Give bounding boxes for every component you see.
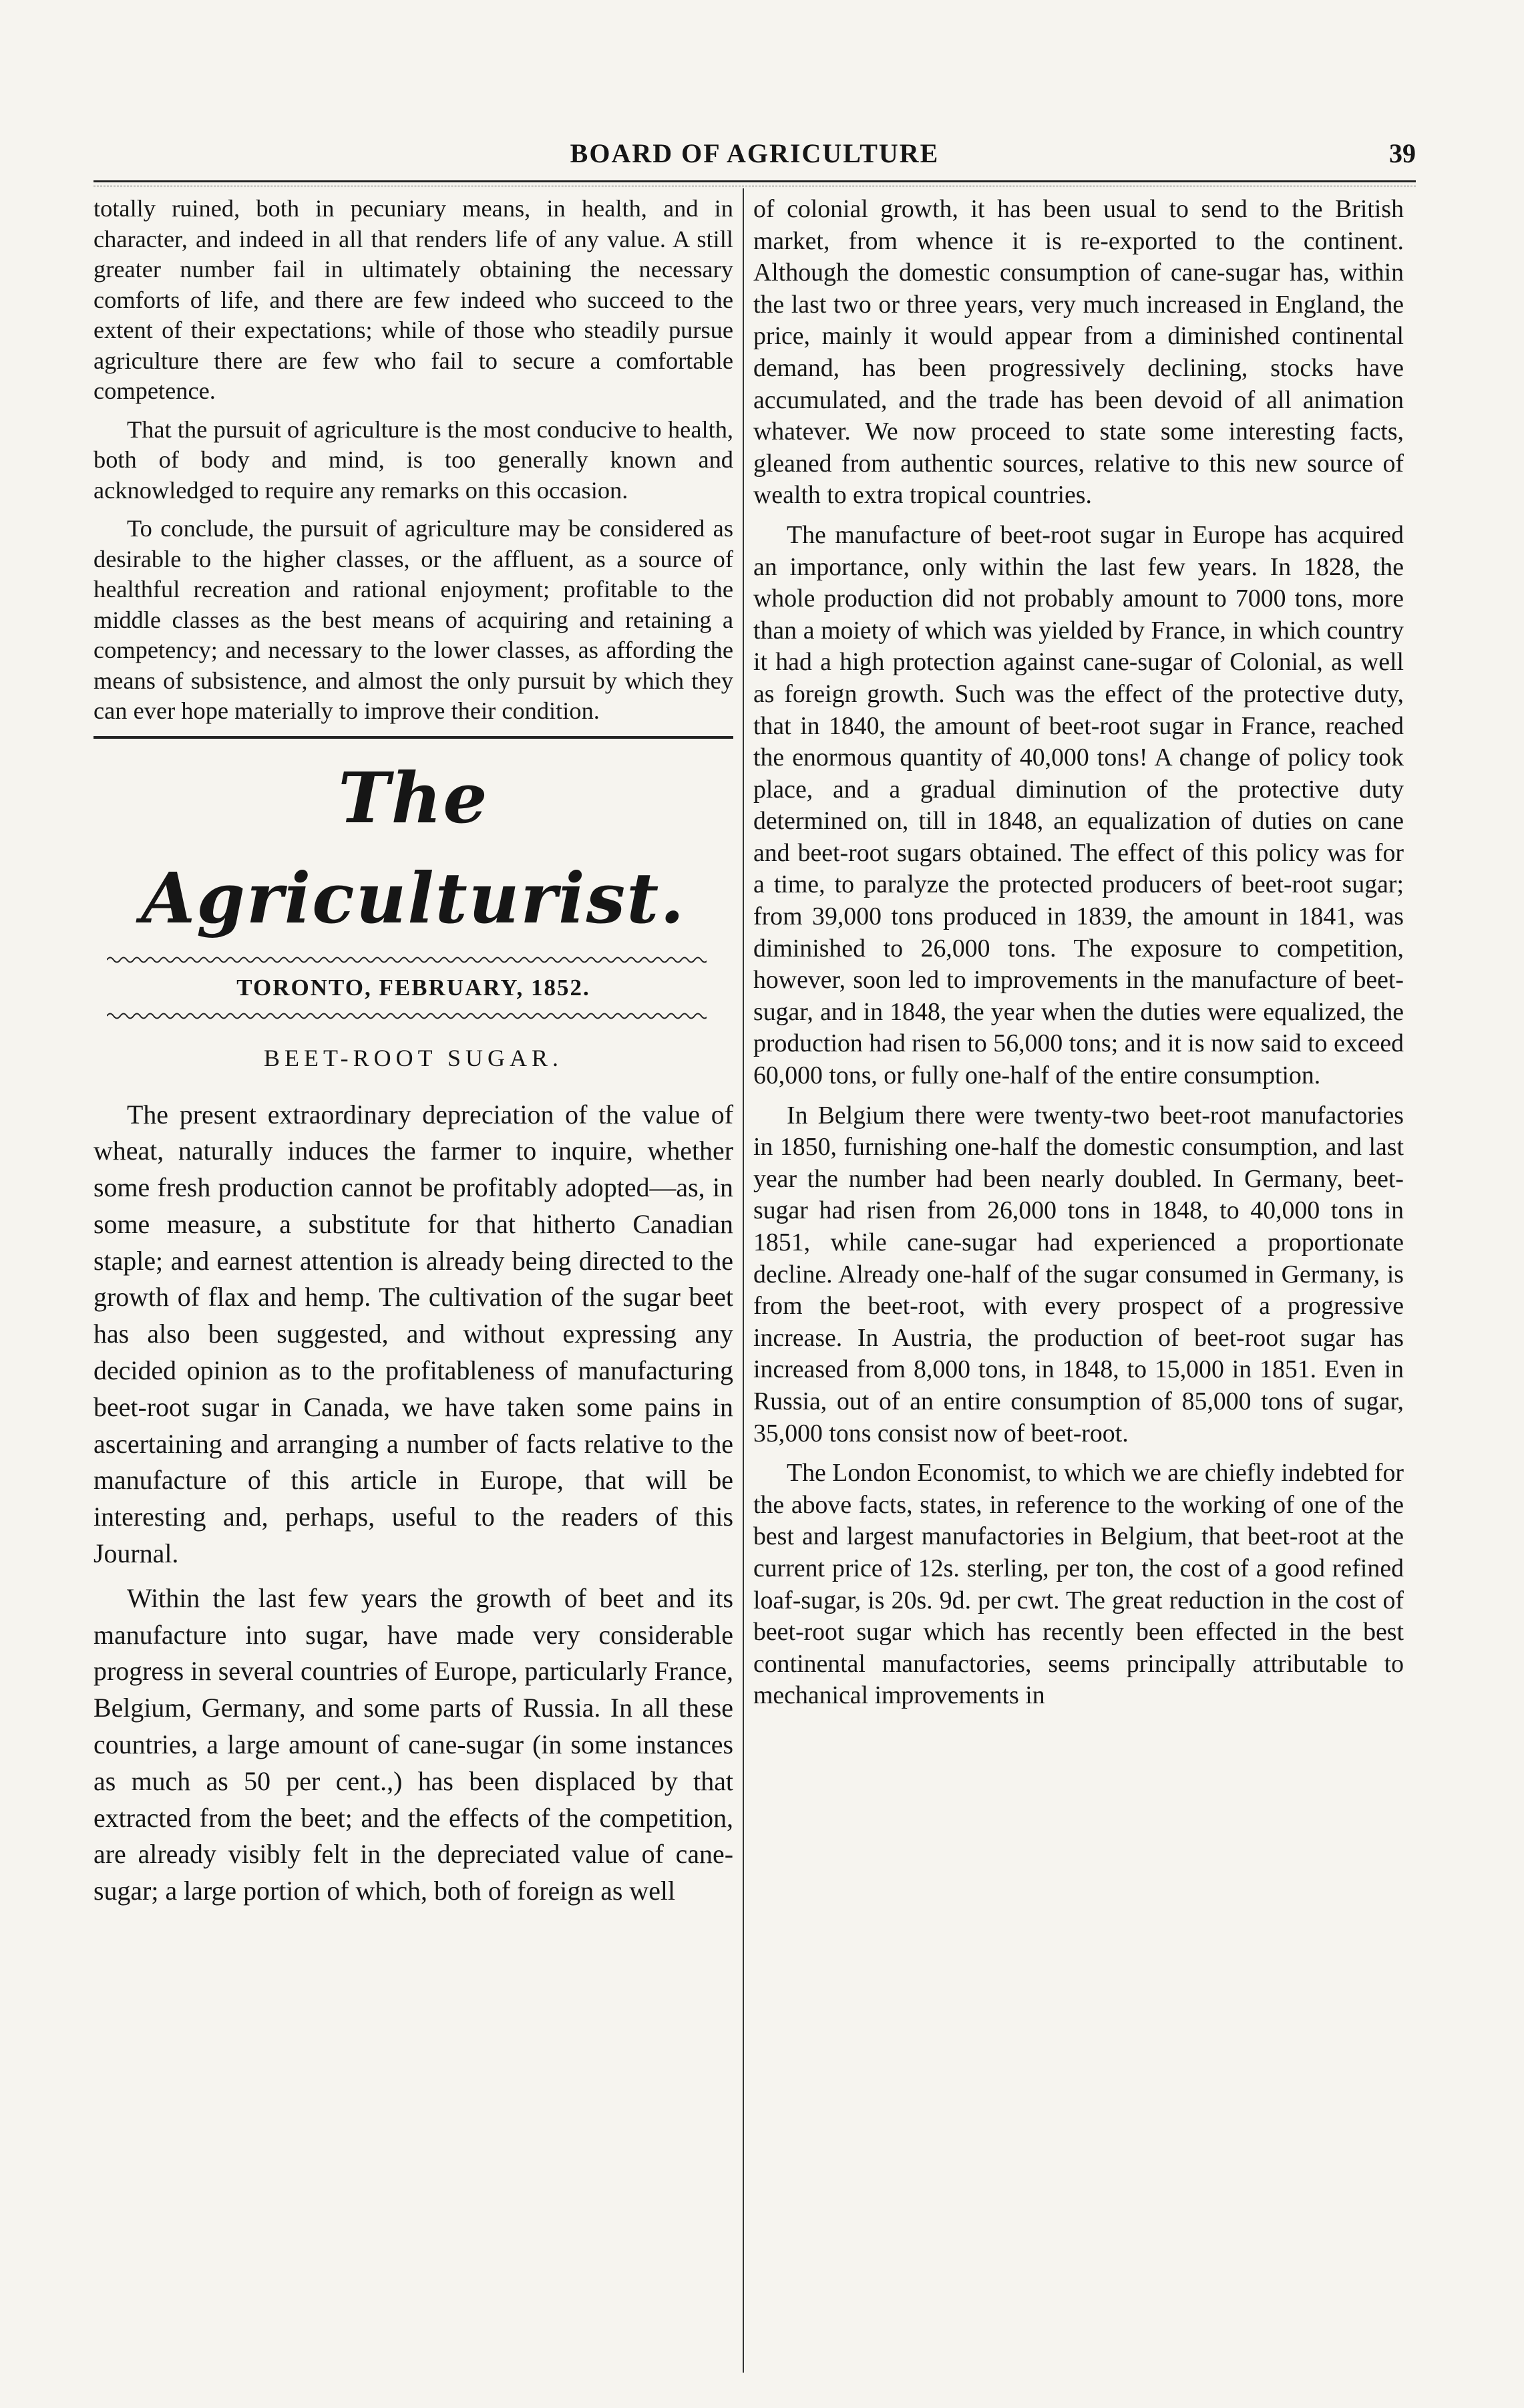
wavy-rule-top-graphic — [107, 955, 707, 965]
left-column — [93, 194, 733, 1910]
running-head — [93, 138, 1416, 178]
left-paragraph-4: The present extraordinary depreciation of the value of wheat, naturally induces the farmer to inquire, whether some fresh production cannot be profitably adopted—as, in some measure, a substitute for that hitherto Canadian staple; and earnest attention is already being directed to the growth of flax and hemp. The cultivation of the sugar beet has also been suggested, and without expressing any decided opinion as to the profitableness of manufacturing beet-root sugar in Canada, we have taken some pains in ascertaining and arranging a number of facts relative to the manufacture of this article in Europe, that will be interesting and, perhaps, useful to the readers of this Journal. — [93, 1099, 733, 1569]
dateline: TORONTO, FEBRUARY, 1852. — [236, 974, 590, 1001]
left-paragraph-2: That the pursuit of agriculture is the most conducive to health, both of body and mind, is too generally known and acknowledged to require any remarks on this occasion. — [93, 415, 733, 504]
section-separator-rule — [93, 736, 733, 739]
right-paragraph-2: The manufacture of beet-root sugar in Europe has acquired an importance, only within the last few years. In 1828, the whole production did not probably amount to 7000 tons, more than a moiety of which was yielded by France, in which country it had a high protection against cane-sugar of Colonial, as well as foreign growth. Such was the effect of the protective duty, that in 1840, the amount of beet-root sugar in France, reached the enormous quantity of 40,000 tons! A change of policy took place, and a gradual diminution of the protective duty determined on, till in 1848, an equalization of duties on cane and beet-root sugars obtained. The effect of this policy was for a time, to paralyze the protected producers of beet-root sugar; from 39,000 tons produced in 1839, the amount in 1841, was diminished to 26,000 tons. The exposure to competition, however, soon led to improvements in the manufacture of beet-sugar, and in 1848, the year when the duties were equalized, the production had risen to 56,000 tons; and it is now said to exceed 60,000 tons, or fully one-half of the entire consumption. — [753, 520, 1404, 1090]
running-title: BOARD OF AGRICULTURE — [570, 138, 940, 168]
column-divider — [743, 188, 744, 2373]
right-paragraph-3: In Belgium there were twenty-two beet-root manufactories in 1850, furnishing one-half the domestic consumption, and last year the number had been nearly doubled. In Germany, beet-sugar had risen from 26,000 tons in 1848, to 40,000 tons in 1851, while cane-sugar had experienced a proportionate decline. Already one-half of the sugar consumed in Germany, is from the beet-root, with every prospect of a progressive increase. In Austria, the production of beet-root sugar has increased from 8,000 tons, in 1848, to 15,000 in 1851. Even in Russia, out of an entire consumption of 85,000 tons of sugar, 35,000 tons consist now of beet-root. — [753, 1101, 1404, 1447]
wavy-rule-bottom — [107, 1011, 707, 1021]
right-column — [753, 194, 1404, 1712]
header-rule — [93, 180, 1416, 182]
wavy-rule-top — [107, 955, 707, 965]
right-paragraph-1: of colonial growth, it has been usual to send to the British market, from whence it is re-exported to the continent. Although the domestic consumption of cane-sugar has, within the last two or three years, very much increased in England, the price, mainly it would appear from a diminished continental demand, has been progressively declining, stocks have accumulated, and the trade has been devoid of all animation whatever. We now proceed to state some interesting facts, gleaned from authentic sources, relative to this new source of wealth to extra tropical countries. — [753, 195, 1404, 510]
masthead-title: The Agriculturist. — [141, 756, 686, 939]
left-paragraph-3: To conclude, the pursuit of agriculture may be considered as desirable to the higher classes, or the affluent, as a source of healthful recreation and rational enjoyment; profitable to the middle classes as the best means of acquiring and retaining a competency; and necessary to the lower classes, as affording the means of subsistence, and almost the only pursuit by which they can ever hope materially to improve their condition. — [93, 515, 733, 724]
right-paragraph-4: The London Economist, to which we are chiefly indebted for the above facts, states, in reference to the working of one of the best and largest manufactories in Belgium, that beet-root at the current price of 12s. sterling, per ton, the cost of a good refined loaf-sugar, is 20s. 9d. per cwt. The great reduction in the cost of beet-root sugar which has recently been effected in the best continental manufactories, seems principally attributable to mechanical improvements in — [753, 1459, 1404, 1710]
page-number: 39 — [1389, 138, 1416, 168]
left-paragraph-1: totally ruined, both in pecuniary means, in health, and in character, and indeed in all that renders life of any value. A still greater number fail in ultimately obtaining the necessary comforts of life, and there are few indeed who succeed to the extent of their expectations; while of those who steadily pursue agriculture there are few who fail to secure a comfortable competence. — [93, 195, 733, 404]
article-title: BEET-ROOT SUGAR. — [263, 1044, 564, 1071]
left-paragraph-5: Within the last few years the growth of beet and its manufacture into sugar, have made very considerable progress in several countries of Europe, particularly France, Belgium, Germany, and some parts of Russia. In all these countries, a large amount of cane-sugar (in some instances as much as 50 per cent.,) has been displaced by that extracted from the beet; and the effects of the competition, are already visibly felt in the depreciated value of cane-sugar; a large portion of which, both of foreign as well — [93, 1582, 733, 1906]
wavy-rule-bottom-graphic — [107, 1011, 707, 1021]
